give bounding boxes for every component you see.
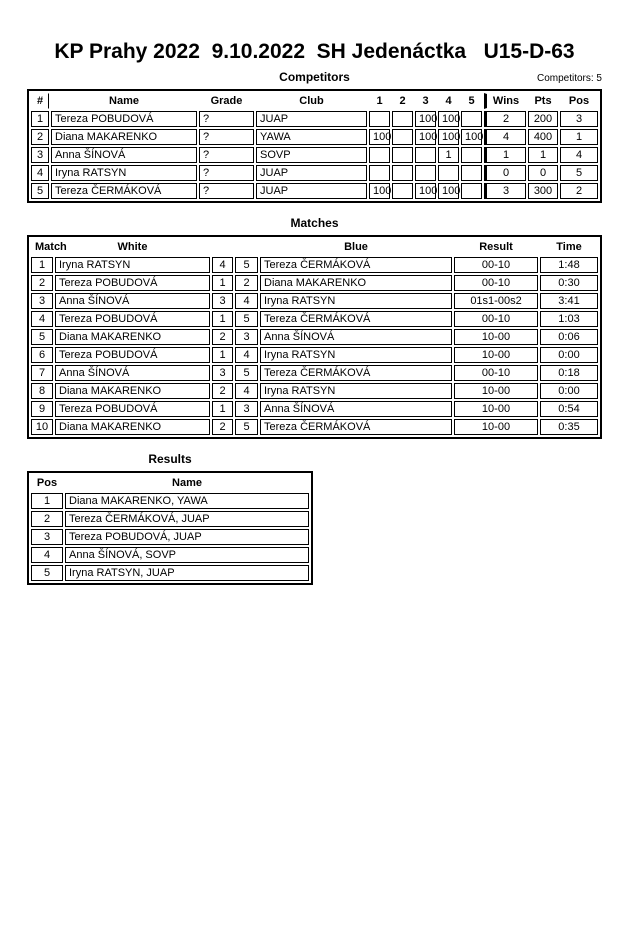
- cell-white-name: Tereza POBUDOVÁ: [55, 401, 210, 417]
- cell-club: JUAP: [256, 111, 367, 127]
- cell-result: 10-00: [454, 401, 538, 417]
- cell-grade: ?: [199, 165, 254, 181]
- cell-pos: 1: [31, 493, 63, 509]
- cell-pts: 0: [528, 165, 558, 181]
- cell-white-num: 3: [212, 365, 233, 381]
- col-header-blue-num: [235, 239, 258, 255]
- cell-blue-name: Tereza ČERMÁKOVÁ: [260, 365, 452, 381]
- cell-pos: 1: [560, 129, 598, 145]
- cell-blue-name: Iryna RATSYN: [260, 383, 452, 399]
- match-row: [31, 383, 598, 399]
- cell-grade: ?: [199, 147, 254, 163]
- cell-number: 2: [31, 129, 49, 145]
- col-header-club: Club: [299, 95, 324, 107]
- results-header-row: [31, 475, 309, 491]
- cell-name: Iryna RATSYN: [51, 165, 197, 181]
- cell-result-3: 100: [415, 183, 436, 199]
- result-row: [31, 529, 309, 545]
- cell-result-5: [461, 111, 482, 127]
- cell-grade: ?: [199, 129, 254, 145]
- cell-white-num: 2: [212, 419, 233, 435]
- cell-match-number: 6: [31, 347, 53, 363]
- cell-result-2: [392, 183, 413, 199]
- cell-name: Tereza ČERMÁKOVÁ, JUAP: [65, 511, 309, 527]
- competitors-count-label: Competitors: 5: [536, 73, 602, 84]
- cell-grade: ?: [199, 183, 254, 199]
- cell-blue-name: Iryna RATSYN: [260, 293, 452, 309]
- match-row: [31, 311, 598, 327]
- cell-result: 00-10: [454, 257, 538, 273]
- cell-match-number: 2: [31, 275, 53, 291]
- competitors-header-row: [31, 93, 598, 109]
- cell-result-4: 100: [438, 111, 459, 127]
- cell-wins: 3: [484, 183, 526, 199]
- col-header-result-name: Name: [172, 477, 202, 489]
- match-row: [31, 365, 598, 381]
- result-row: [31, 565, 309, 581]
- match-row: [31, 419, 598, 435]
- col-header-grade: Grade: [210, 95, 243, 107]
- cell-wins: 1: [484, 147, 526, 163]
- cell-blue-num: 5: [235, 365, 258, 381]
- col-header-name: Name: [109, 95, 139, 107]
- match-row: [31, 401, 598, 417]
- cell-white-name: Tereza POBUDOVÁ: [55, 347, 210, 363]
- cell-name: Anna ŠÍNOVÁ: [51, 147, 197, 163]
- cell-match-number: 9: [31, 401, 53, 417]
- cell-result: 00-10: [454, 275, 538, 291]
- cell-number: 5: [31, 183, 49, 199]
- cell-match-number: 10: [31, 419, 53, 435]
- cell-result-4: [438, 165, 459, 181]
- cell-match-number: 3: [31, 293, 53, 309]
- cell-time: 1:03: [540, 311, 598, 327]
- cell-name: Tereza POBUDOVÁ: [51, 111, 197, 127]
- competitor-row: [31, 147, 598, 163]
- matches-heading: Matches: [290, 216, 339, 230]
- cell-result-5: 100: [461, 129, 482, 145]
- cell-pos: 2: [31, 511, 63, 527]
- results-section: [27, 452, 313, 585]
- cell-blue-name: Diana MAKARENKO: [260, 275, 452, 291]
- result-row: [31, 493, 309, 509]
- matches-table-header: [31, 239, 598, 255]
- cell-result-1: [369, 165, 390, 181]
- cell-result-2: [392, 165, 413, 181]
- cell-result: 10-00: [454, 347, 538, 363]
- matches-table: [27, 235, 602, 439]
- cell-club: YAWA: [256, 129, 367, 145]
- cell-white-num: 4: [212, 257, 233, 273]
- cell-match-number: 7: [31, 365, 53, 381]
- col-header-wins: Wins: [484, 93, 526, 109]
- cell-result: 00-10: [454, 311, 538, 327]
- cell-blue-num: 5: [235, 311, 258, 327]
- cell-wins: 0: [484, 165, 526, 181]
- cell-name: Tereza POBUDOVÁ, JUAP: [65, 529, 309, 545]
- col-header-opp3: 3: [422, 95, 429, 107]
- col-header-time: Time: [556, 241, 582, 253]
- competitor-row: [31, 183, 598, 199]
- cell-result: 01s1-00s2: [454, 293, 538, 309]
- competitors-heading-row: [27, 70, 602, 85]
- col-header-pts: Pts: [534, 95, 552, 107]
- cell-white-num: 3: [212, 293, 233, 309]
- cell-pos: 4: [560, 147, 598, 163]
- matches-section: [27, 216, 602, 439]
- cell-name: Iryna RATSYN, JUAP: [65, 565, 309, 581]
- cell-result-1: [369, 147, 390, 163]
- col-header-opp1: 1: [376, 95, 383, 107]
- match-row: [31, 257, 598, 273]
- cell-pos: 5: [31, 565, 63, 581]
- col-header-white-num: [212, 239, 233, 255]
- col-header-white: White: [117, 241, 148, 253]
- cell-wins: 2: [484, 111, 526, 127]
- cell-result-4: 100: [438, 129, 459, 145]
- result-row: [31, 547, 309, 563]
- cell-number: 3: [31, 147, 49, 163]
- competitors-heading: Competitors: [279, 70, 350, 84]
- cell-blue-num: 5: [235, 257, 258, 273]
- cell-blue-num: 3: [235, 329, 258, 345]
- cell-result-3: 100: [415, 111, 436, 127]
- cell-result-3: [415, 165, 436, 181]
- cell-blue-num: 4: [235, 347, 258, 363]
- cell-white-name: Diana MAKARENKO: [55, 419, 210, 435]
- cell-pts: 400: [528, 129, 558, 145]
- cell-result-2: [392, 147, 413, 163]
- cell-match-number: 5: [31, 329, 53, 345]
- cell-grade: ?: [199, 111, 254, 127]
- competitor-row: [31, 129, 598, 145]
- cell-match-number: 1: [31, 257, 53, 273]
- competitor-row: [31, 165, 598, 181]
- competitors-table-header: [31, 93, 598, 109]
- cell-number: 4: [31, 165, 49, 181]
- cell-time: 0:30: [540, 275, 598, 291]
- cell-white-name: Diana MAKARENKO: [55, 329, 210, 345]
- cell-result: 10-00: [454, 329, 538, 345]
- col-header-result: Result: [479, 241, 513, 253]
- cell-club: SOVP: [256, 147, 367, 163]
- cell-blue-name: Iryna RATSYN: [260, 347, 452, 363]
- cell-number: 1: [31, 111, 49, 127]
- cell-white-num: 1: [212, 401, 233, 417]
- col-header-opp4: 4: [445, 95, 452, 107]
- cell-result-2: [392, 129, 413, 145]
- cell-white-num: 1: [212, 311, 233, 327]
- cell-result-1: [369, 111, 390, 127]
- cell-result-4: 100: [438, 183, 459, 199]
- cell-result: 10-00: [454, 419, 538, 435]
- cell-time: 0:06: [540, 329, 598, 345]
- results-table: [27, 471, 313, 585]
- cell-white-name: Tereza POBUDOVÁ: [55, 311, 210, 327]
- cell-name: Anna ŠÍNOVÁ, SOVP: [65, 547, 309, 563]
- matches-header-row: [31, 239, 598, 255]
- cell-white-num: 1: [212, 275, 233, 291]
- cell-blue-name: Tereza ČERMÁKOVÁ: [260, 257, 452, 273]
- cell-result-2: [392, 111, 413, 127]
- cell-result-3: 100: [415, 129, 436, 145]
- col-header-match: Match: [35, 241, 67, 253]
- cell-name: Diana MAKARENKO, YAWA: [65, 493, 309, 509]
- cell-blue-name: Tereza ČERMÁKOVÁ: [260, 311, 452, 327]
- cell-wins: 4: [484, 129, 526, 145]
- cell-white-name: Iryna RATSYN: [55, 257, 210, 273]
- cell-time: 1:48: [540, 257, 598, 273]
- page-title: KP Prahy 2022 9.10.2022 SH Jedenáctka U15-D-63: [54, 40, 575, 63]
- cell-result-1: 100: [369, 129, 390, 145]
- result-row: [31, 511, 309, 527]
- cell-pts: 1: [528, 147, 558, 163]
- cell-blue-name: Anna ŠÍNOVÁ: [260, 401, 452, 417]
- cell-pos: 3: [560, 111, 598, 127]
- match-row: [31, 347, 598, 363]
- col-header-blue: Blue: [344, 241, 368, 253]
- cell-time: 0:54: [540, 401, 598, 417]
- col-header-pos: Pos: [568, 95, 590, 107]
- cell-club: JUAP: [256, 183, 367, 199]
- cell-time: 0:00: [540, 383, 598, 399]
- cell-white-name: Anna ŠÍNOVÁ: [55, 293, 210, 309]
- cell-pts: 200: [528, 111, 558, 127]
- col-header-number: #: [31, 93, 49, 109]
- cell-white-num: 2: [212, 329, 233, 345]
- competitors-table: [27, 89, 602, 203]
- cell-pos: 5: [560, 165, 598, 181]
- cell-name: Diana MAKARENKO: [51, 129, 197, 145]
- cell-time: 3:41: [540, 293, 598, 309]
- cell-pts: 300: [528, 183, 558, 199]
- cell-time: 0:18: [540, 365, 598, 381]
- cell-result-5: [461, 165, 482, 181]
- cell-match-number: 8: [31, 383, 53, 399]
- cell-pos: 3: [31, 529, 63, 545]
- matches-table-body: [31, 257, 598, 435]
- cell-blue-name: Anna ŠÍNOVÁ: [260, 329, 452, 345]
- cell-white-num: 2: [212, 383, 233, 399]
- match-row: [31, 293, 598, 309]
- cell-white-name: Diana MAKARENKO: [55, 383, 210, 399]
- cell-blue-name: Tereza ČERMÁKOVÁ: [260, 419, 452, 435]
- cell-blue-num: 4: [235, 293, 258, 309]
- col-header-opp5: 5: [468, 95, 475, 107]
- competitors-section: [27, 70, 602, 203]
- cell-white-num: 1: [212, 347, 233, 363]
- cell-blue-num: 3: [235, 401, 258, 417]
- cell-time: 0:00: [540, 347, 598, 363]
- col-header-result-pos: Pos: [36, 477, 58, 489]
- match-row: [31, 329, 598, 345]
- cell-result: 10-00: [454, 383, 538, 399]
- cell-result-5: [461, 183, 482, 199]
- cell-result-4: 1: [438, 147, 459, 163]
- competitor-row: [31, 111, 598, 127]
- tournament-sheet: [0, 40, 630, 585]
- cell-result: 00-10: [454, 365, 538, 381]
- cell-result-5: [461, 147, 482, 163]
- competitors-table-body: [31, 111, 598, 199]
- cell-blue-num: 4: [235, 383, 258, 399]
- results-table-header: [31, 475, 309, 491]
- col-header-opp2: 2: [399, 95, 406, 107]
- cell-blue-num: 2: [235, 275, 258, 291]
- cell-blue-num: 5: [235, 419, 258, 435]
- cell-white-name: Anna ŠÍNOVÁ: [55, 365, 210, 381]
- results-heading: Results: [148, 452, 192, 466]
- cell-white-name: Tereza POBUDOVÁ: [55, 275, 210, 291]
- cell-pos: 4: [31, 547, 63, 563]
- cell-result-3: [415, 147, 436, 163]
- cell-time: 0:35: [540, 419, 598, 435]
- cell-pos: 2: [560, 183, 598, 199]
- results-table-body: [31, 493, 309, 581]
- cell-match-number: 4: [31, 311, 53, 327]
- cell-result-1: 100: [369, 183, 390, 199]
- cell-club: JUAP: [256, 165, 367, 181]
- match-row: [31, 275, 598, 291]
- cell-name: Tereza ČERMÁKOVÁ: [51, 183, 197, 199]
